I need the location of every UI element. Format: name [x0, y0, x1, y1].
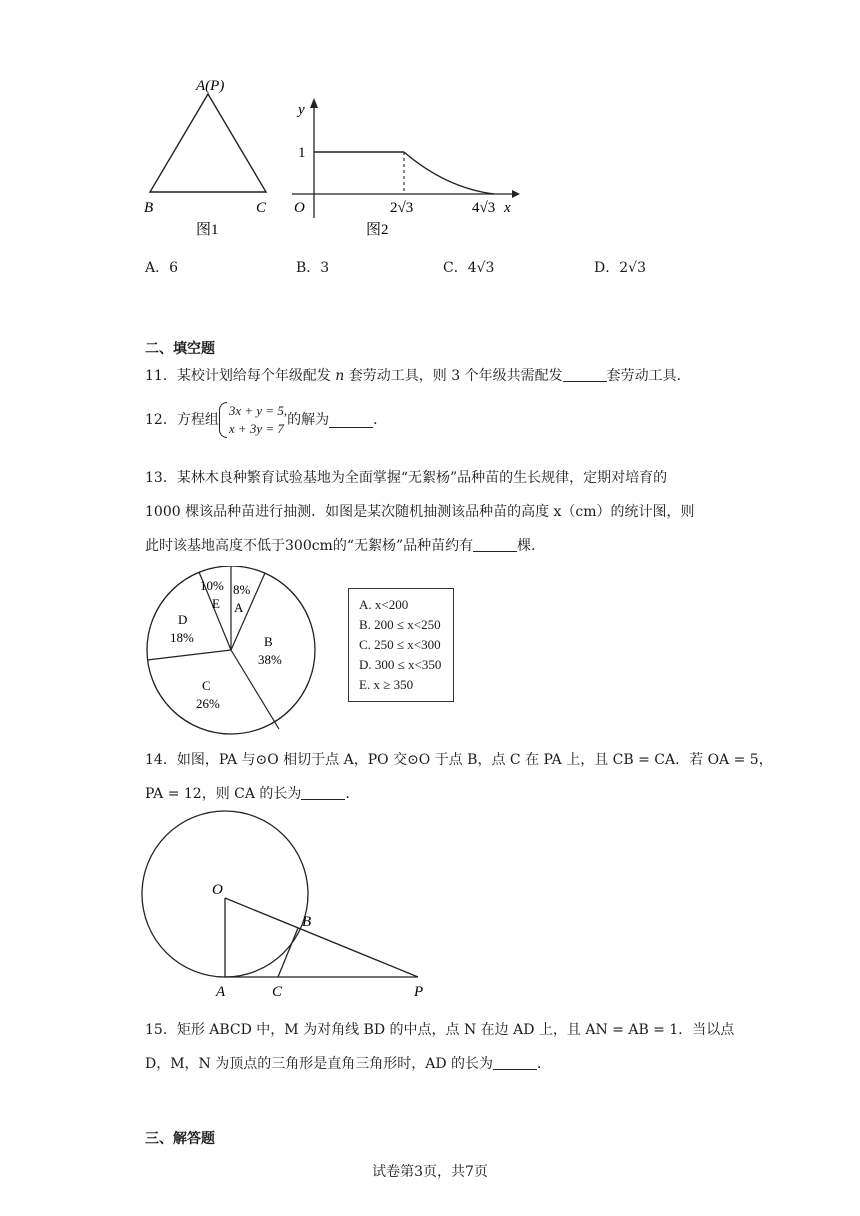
- pie-label-b-letter: B: [264, 634, 273, 649]
- q15-line-2a: D，M，N 为顶点的三角形是直角三角形时，AD 的长为: [145, 1056, 494, 1072]
- point-a-label: A: [216, 984, 226, 1000]
- option-d-value: 2√3: [619, 260, 646, 276]
- q13-line-3: [145, 536, 545, 556]
- q14-line-2a: PA = 12，则 CA 的长为: [145, 786, 302, 802]
- option-d-letter: D．: [594, 260, 620, 276]
- pie-label-a-percent: 8%: [233, 582, 251, 597]
- fig1-label-left: B: [144, 200, 154, 216]
- q12-blank[interactable]: [329, 413, 373, 428]
- q13-blank[interactable]: [473, 537, 517, 552]
- q13-line-3a: 此时该基地高度不低于300cm的“无絮杨”品种苗约有: [145, 538, 474, 554]
- fig2-x-label: x: [504, 200, 511, 216]
- q11-part-c: 套劳动工具．: [606, 368, 691, 384]
- pie-divider-c-d: [147, 650, 231, 660]
- q11-blank[interactable]: [563, 367, 607, 382]
- segment-op: [225, 898, 418, 977]
- q14-line-2b: ．: [345, 786, 360, 802]
- pie-legend: [348, 588, 454, 702]
- fig1-label-top: A(P): [196, 78, 225, 94]
- legend-item-c: C. 250 ≤ x<300: [359, 637, 441, 652]
- figure-2-graph: [286, 90, 526, 242]
- q11-var: n: [335, 368, 345, 384]
- option-c-letter: C．: [443, 260, 468, 276]
- legend-item-d: D. 300 ≤ x<350: [359, 657, 442, 672]
- fig2-x2-label: 4√3: [472, 200, 496, 216]
- section-3-title: 三、解答题: [145, 1131, 215, 1147]
- q15-line-1: 15．矩形 ABCD 中，M 为对角线 BD 的中点，点 N 在边 AD 上，且 AN = AB = 1．当以点: [145, 1022, 735, 1038]
- q14-circle-figure: [140, 810, 440, 1006]
- pie-label-c-percent: 26%: [196, 696, 220, 711]
- q12-part-c: ．: [373, 412, 388, 428]
- q14-line-2: [145, 784, 359, 804]
- q15-line-2b: ．: [537, 1056, 552, 1072]
- fig2-origin-label: O: [294, 200, 305, 216]
- option-a: [145, 258, 178, 278]
- q14-line-1: 14．如图，PA 与⊙O 相切于点 A，PO 交⊙O 于点 B，点 C 在 PA 上，且 CB = CA．若 OA = 5，: [145, 752, 773, 768]
- fig2-one-label: 1: [298, 145, 306, 161]
- option-b-letter: B．: [296, 260, 321, 276]
- q13-line-3b: 棵．: [517, 538, 546, 554]
- fig1-caption: 图1: [196, 222, 219, 238]
- q11-part-b: 套劳动工具，则 3 个年级共需配发: [348, 368, 563, 384]
- pie-label-c-letter: C: [202, 678, 211, 693]
- pie-chart: [140, 566, 324, 736]
- point-p-label: P: [414, 984, 424, 1000]
- option-a-value: 6: [169, 260, 179, 276]
- point-b-label: B: [302, 914, 312, 930]
- pie-label-d-letter: D: [178, 612, 188, 627]
- legend-item-a: A. x<200: [359, 597, 409, 612]
- option-b-value: 3: [320, 260, 330, 276]
- q15-blank[interactable]: [493, 1055, 537, 1070]
- option-c: [443, 258, 494, 278]
- legend-item-b: B. 200 ≤ x<250: [359, 617, 441, 632]
- pie-label-e-letter: E: [212, 596, 220, 611]
- fig1-label-right: C: [256, 200, 267, 216]
- section-2-title: 二、填空题: [145, 341, 215, 357]
- option-c-value: 4√3: [467, 260, 495, 276]
- fig2-x1-label: 2√3: [390, 200, 414, 216]
- question-11: [145, 366, 691, 386]
- point-c-label: C: [272, 984, 283, 1000]
- option-a-letter: A．: [145, 260, 170, 276]
- segment-cb: [278, 928, 298, 977]
- q12-eq1: 3x + y = 5,: [228, 403, 288, 418]
- q11-part-a: 11．某校计划给每个年级配发: [145, 368, 331, 384]
- q13-line-1: 13．某林木良种繁育试验基地为全面掌握“无絮杨”品种苗的生长规律，定期对培育的: [145, 470, 668, 486]
- q14-blank[interactable]: [301, 785, 345, 800]
- q12-eq2: x + 3y = 7: [228, 421, 284, 436]
- q15-line-2: [145, 1054, 551, 1074]
- option-b: [296, 258, 329, 278]
- pie-label-e-percent: 10%: [200, 578, 224, 593]
- q13-line-2: 1000 棵该品种苗进行抽测．如图是某次随机抽测该品种苗的高度 x（cm）的统计图，则: [145, 504, 695, 520]
- page-footer: 试卷第3页，共7页: [372, 1164, 488, 1180]
- option-d: [594, 258, 646, 278]
- q12-part-b: 的解为: [287, 412, 330, 428]
- question-12: [145, 402, 387, 438]
- pie-label-d-percent: 18%: [170, 630, 194, 645]
- pie-label-a-letter: A: [234, 600, 244, 615]
- point-o-label: O: [212, 882, 223, 898]
- legend-item-e: E. x ≥ 350: [359, 677, 414, 692]
- fig2-y-label: y: [298, 102, 305, 118]
- fig2-caption: 图2: [366, 222, 389, 238]
- pie-label-b-percent: 38%: [258, 652, 282, 667]
- figure-1-triangle: [140, 72, 280, 242]
- q12-part-a: 12．方程组: [145, 412, 219, 428]
- q12-equation-system: [219, 402, 287, 438]
